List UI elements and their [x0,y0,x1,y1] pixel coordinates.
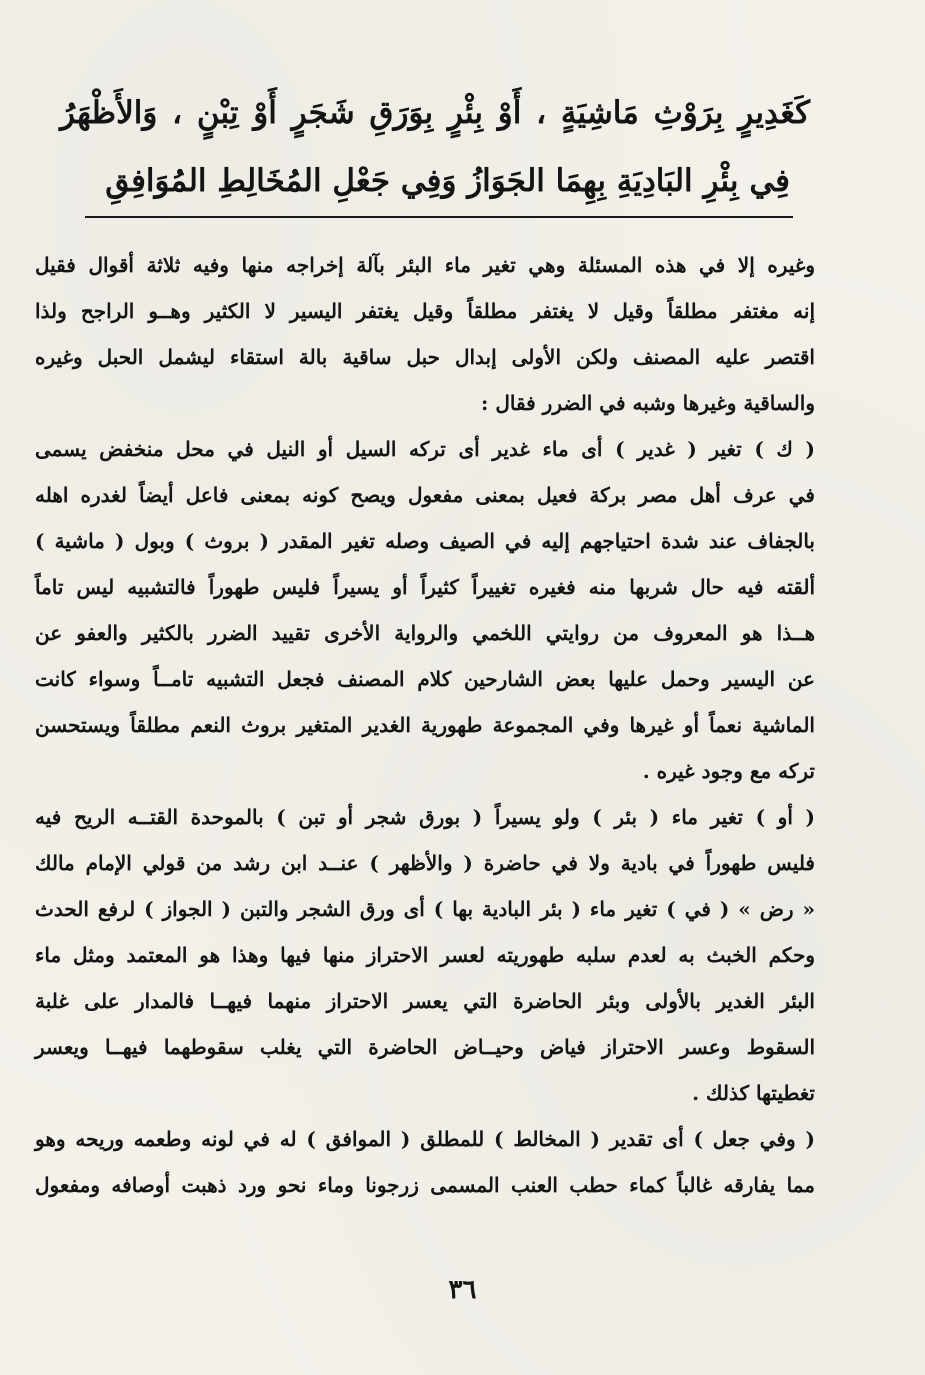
commentary-line: والساقية وغيرها وشبه في الضرر فقال : [481,391,815,415]
commentary-line: اقتصر عليه المصنف ولكن الأولى إبدال حبل ساقية بالة استقاء ليشمل الحبل وغيره [35,345,815,369]
commentary-line: مما يفارقه غالباً كماء حطب العنب المسمى زرجونا وماء نحو ورد ذهبت أوصافه ومفعول [35,1173,815,1197]
commentary-line: وحكم الخبث به لعدم سلبه طهوريته لعسر الاحتراز منها فيها وهذا هو المعتمد ومثل ماء [35,943,815,967]
commentary-line: في عرف أهل مصر بركة فعيل بمعنى مفعول ويصح كونه بمعنى فاعل أيضاً لغدره اهله [35,483,815,507]
commentary-line: ( ك ) تغير ( غدير ) أى ماء غدير أى تركه السيل أو النيل في محل منخفض يسمى [35,437,815,461]
commentary-line: تغطيتها كذلك . [692,1081,815,1105]
matn-line-1: كَغَدِيرٍ بِرَوْثِ مَاشِيَةٍ ، أَوْ بِئْرٍ بِوَرَقِ شَجَرٍ أَوْ تِبْنٍ ، وَالأَظْهَرُ [60,95,810,131]
commentary-line: هــذا هو المعروف من روايتي اللخمي والرواية الأخرى تقييد الضرر بالكثير والعفو عن [35,621,815,645]
commentary-line: تركه مع وجود غيره . [642,759,815,783]
separator-rule [85,216,793,218]
commentary-line: « رض » ( في ) تغير ماء ( بئر البادية بها ) أى ورق الشجر والتبن ( الجواز ) لرفع الحدث [35,897,815,921]
commentary-block [35,242,815,1208]
commentary-line: فليس طهوراً في بادية ولا في حاضرة ( والأظهر ) عنــد ابن رشد من قولي الإمام مالك [35,851,815,875]
commentary-line: وغيره إلا في هذه المسئلة وهي تغير ماء البئر بآلة إخراجه منها وفيه ثلاثة أقوال فقيل [35,253,815,277]
commentary-line: البئر الغدير بالأولى وبئر الحاضرة التي يعسر الاحتراز منهما فيهــا فالمدار على غلبة [35,989,815,1013]
page-number: ٣٦ [448,1275,477,1305]
commentary-line: إنه مغتفر مطلقاً وقيل لا يغتفر مطلقاً وقيل يغتفر اليسير لا الكثير وهــو الراجح ولذا [35,299,815,323]
commentary-line: ( أو ) تغير ماء ( بئر ) ولو يسيراً ( بورق شجر أو تبن ) بالموحدة القتــه الريح فيه [35,805,815,829]
commentary-line: السقوط وعسر الاحتراز فياض وحيــاض الحاضرة التي يغلب سقوطهما فيهــا ويعسر [35,1035,815,1059]
commentary-line: الماشية نعماً أو غيرها وفي المجموعة طهورية الغدير المتغير بروث النعم مطلقاً ويستحسن [35,713,815,737]
commentary-line: ( وفي جعل ) أى تقدير ( المخالط ) للمطلق ( الموافق ) له في لونه وطعمه وريحه وهو [35,1127,815,1151]
matn-line-2: فِي بِئْرِ البَادِيَةِ بِهِمَا الجَوَازُ وَفِي جَعْلِ المُخَالِطِ المُوَافِقِ [105,163,790,199]
commentary-line: ألقته فيه حال شربها منه فغيره تغييراً كثيراً أو يسيراً فليس طهوراً فالتشبيه ليس تاماً [35,575,815,599]
commentary-line: عن اليسير وحمل عليها بعض الشارحين كلام المصنف فجعل التشبيه تامــاً وسواء كانت [35,667,815,691]
commentary-line: بالجفاف عند شدة احتياجهم إليه في الصيف وصله تغير المقدر ( بروث ) وبول ( ماشية ) [35,529,815,553]
